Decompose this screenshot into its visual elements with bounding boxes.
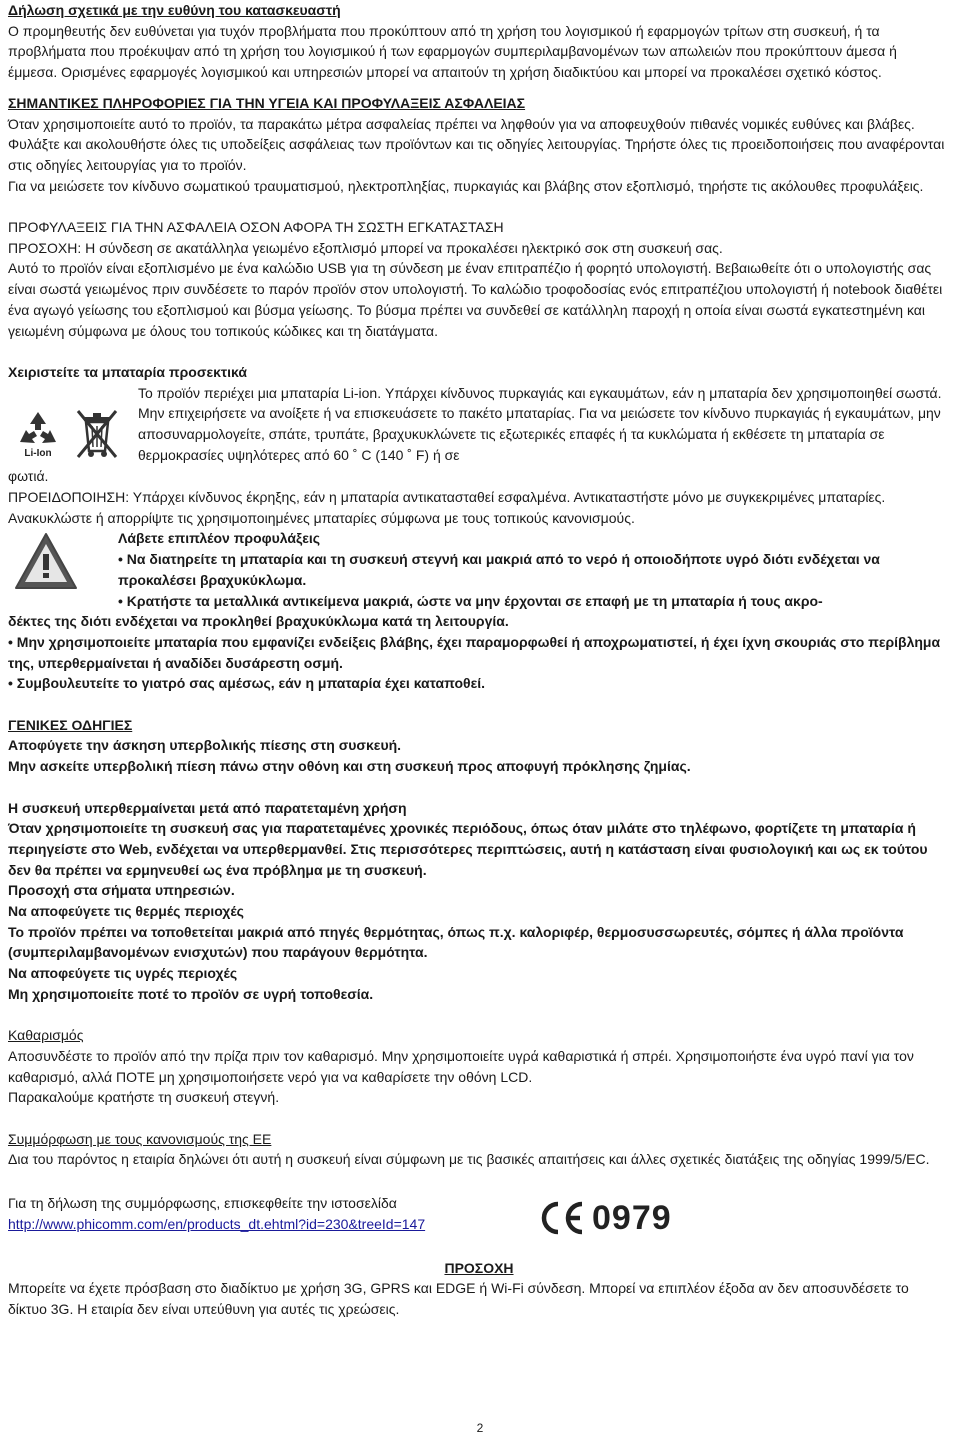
overheat-title: Η συσκευή υπερθερμαίνεται μετά από παρατεταμένη χρήση [8,799,407,816]
warning-triangle-icon [8,528,118,596]
precaution-item-4: • Συμβουλευτείτε το γιατρό σας αμέσως, εάν η μπαταρία έχει καταποθεί. [8,675,485,692]
compliance-paragraph: Δια του παρόντος η εταιρία δηλώνει ότι αυτή η συσκευή είναι σύμφωνη με τις βασικές απαιτήσεις και άλλες σχετικές διατάξεις της οδηγίας 1999/5/EC. [8,1151,930,1168]
battery-recycle-icon [12,408,64,464]
cleaning-title: Καθαρισμός [8,1027,84,1044]
overheat-section [8,798,950,1005]
general-title: ΓΕΝΙΚΕΣ ΟΔΗΓΙΕΣ [8,716,133,733]
crossed-bin-icon [70,405,124,467]
wet-areas-paragraph: Μη χρησιμοποιείτε ποτέ το προϊόν σε υγρή τοποθεσία. [8,985,374,1002]
install-paragraph-2: Αυτό το προϊόν είναι εξοπλισμένο με ένα καλώδιο USB για τη σύνδεση με έναν επιτραπέζιο ή φορητό υπολογιστή. Βεβαιωθείτε ότι ο υπολογιστής σας είναι σωστά γειωμένος πριν συνδέσετε το παρόν προϊόν στον υπολογιστή. Το καλώδιο τροφοδοσίας ενός επιτραπέζιου υπολογιστή ή notebook διαθέτει ένα αγωγό γείωσης του εξοπλισμού και βύσμα γείωσης. Το βύσμα πρέπει να συνδεθεί σε κατάλληλη παροχή η οποία είναι σωστά εγκατεστημένη και γειωμένη σύμφωνα με όλους του τοπικούς κώδικες και τη διατάγματα. [8,260,943,339]
compliance-title: Συμμόρφωση με τους κανονισμούς της ΕΕ [8,1130,272,1147]
compliance-link[interactable]: http://www.phicomm.com/en/products_dt.ehtml?id=230&treeId=147 [8,1215,426,1232]
battery-warning-paragraph: ΠΡΟΕΙΔΟΠΟΙΗΣΗ: Υπάρχει κίνδυνος έκρηξης, εάν η μπαταρία αντικατασταθεί εσφαλμένα. Αντικαταστήστε μόνο με συγκεκριμένες μπαταρίες. Ανακυκλώστε ή απορρίψτε τις χρησιμοποιημένες μπαταρίες σύμφωνα με τους τοπικούς κανονισμούς. [8,489,886,526]
battery-title: Χειριστείτε τα μπαταρία προσεκτικά [8,363,247,380]
ce-mark-icon [536,1199,672,1237]
liability-text: Ο προμηθευτής δεν ευθύνεται για τυχόν προβλήματα που προκύπτουν από τη χρήση του λογισμικού ή εφαρμογών τρίτων στη συσκευή, ή τα προβλήματα που προέκυψαν από τη χρήση του λογισμικού ή των εφαρμογών συμπεριλαμβανομένων των απωλειών που προκύπτουν άμεσα ή έμμεσα. Ορισμένες εφαρμογές λογισμικού και υπηρεσιών μπορεί να απαιτούν τη χρήση διαδικτύου και μπορεί να προκαλέσει σχετικό κόστος. [8,22,897,81]
hot-areas-title: Να αποφεύγετε τις θερμές περιοχές [8,903,244,920]
compliance-visit-text: Για τη δήλωση της συμμόρφωσης, επισκεφθείτε την ιστοσελίδα [8,1195,397,1212]
precaution-item-1: • Να διατηρείτε τη μπαταρία και τη συσκευή στεγνή και μακριά από το νερό ή οποιοδήποτε υγρό διότι ενδέχεται να προκαλέσει βραχυκύκλωμα. [118,551,880,588]
precaution-item-2a: • Κρατήστε τα μεταλλικά αντικείμενα μακριά, ώστε να μην έρχονται σε επαφή με τη μπαταρία ή τους ακρο- [118,592,823,609]
general-line-1: Αποφύγετε την άσκηση υπερβολικής πίεσης στη συσκευή. [8,737,402,754]
health-paragraph-3: Για να μειώσετε τον κίνδυνο σωματικού τραυματισμού, ηλεκτροπληξίας, πυρκαγιάς και βλάβης στον εξοπλισμό, τηρήστε τις ακόλουθες προφυλάξεις. [8,177,924,194]
ce-number: 0979 [592,1198,672,1237]
battery-paragraph-1: Το προϊόν περιέχει μια μπαταρία Li-ion. Υπάρχει κίνδυνος πυρκαγιάς και εγκαυμάτων, εάν η μπαταρία δεν χρησιμοποιηθεί σωστά. Μην επιχειρήσετε να ανοίξετε ή να επισκευάσετε το πακέτο μπαταρίας. Για να μειώσετε τον κίνδυνο πυρκαγιάς ή εγκαυμάτων, μην αποσυναρμολογείτε, σπάτε, τρυπάτε, βραχυκυκλώνετε τις εξωτερικές επαφές ή τα κυκλώματα ή εκθέσετε τη μπαταρία σε θερμοκρασίες υψηλότερες από 60 ˚ C (140 ˚ F) ή σε [138,384,942,463]
overheat-paragraph: Όταν χρησιμοποιείτε τη συσκευή σας για παρατεταμένες χρονικές περιόδους, όπως όταν μιλάτε στο τηλέφωνο, φορτίζετε τη μπαταρία ή περιηγείστε στο Web, ενδέχεται να υπερθερμανθεί. Στις περισσότερες περιπτώσεις, αυτή η κατάσταση είναι φυσιολογική και ως εκ τούτου δεν θα πρέπει να ερμηνευθεί ως ένα πρόβλημα με τη συσκευή. [8,820,928,878]
precaution-item-3: • Μην χρησιμοποιείτε μπαταρία που εμφανίζει ενδείξεις βλάβης, έχει παραμορφωθεί ή αποχρωματιστεί, ή έχει ίχνη σκουριάς στο περίβλημα της, υπερθερμαίνεται ή αναδίδει δυσάρεστη οσμή. [8,633,941,671]
page-number: 2 [476,1421,484,1435]
general-line-2: Μην ασκείτε υπερβολική πίεση πάνω στην οθόνη και στη συσκευή προς αποφυγή πρόκλησης ζημίας. [8,758,691,775]
health-section [8,93,950,197]
install-title: ΠΡΟΦΥΛΑΞΕΙΣ ΓΙΑ ΤΗΝ ΑΣΦΑΛΕΙΑ ΟΣΟΝ ΑΦΟΡΑ ΤΗ ΣΩΣΤΗ ΕΓΚΑΤΑΣΤΑΣΗ [8,219,504,236]
caution-title: ΠΡΟΣΟΧΗ [444,1259,514,1276]
health-paragraph-2: Φυλάξτε και ακολουθήστε όλες τις υποδείξεις ασφάλειας των προϊόντων και τις οδηγίες λειτουργίας. Τηρήστε όλες τις προειδοποιήσεις που αναφέρονται στις οδηγίες λειτουργίας για το προϊόν. [8,136,945,173]
battery-icons [8,383,138,467]
wet-areas-title: Να αποφεύγετε τις υγρές περιοχές [8,965,238,982]
liability-title: Δήλωση σχετικά με την ευθύνη του κατασκευαστή [8,2,341,18]
battery-paragraph-1-tail: φωτιά. [8,468,49,485]
precaution-item-2b: δέκτες της διότι ενδέχεται να προκληθεί βραχυκύκλωμα κατά τη λειτουργία. [8,613,509,630]
cleaning-paragraph-2: Παρακαλούμε κρατήστε τη συσκευή στεγνή. [8,1089,280,1106]
li-ion-label: Li-Ion [24,447,52,458]
battery-section [8,362,950,694]
battery-precautions-block [8,528,950,611]
battery-block [8,383,950,467]
hot-areas-paragraph: Το προϊόν πρέπει να τοποθετείται μακριά από πηγές θερμότητας, όπως π.χ. καλοριφέρ, θερμοσυσσωρευτές, σόμπες ή άλλα προϊόντα (συμπεριλαμβανομένων ενισχυτών) που παράγουν θερμότητα. [8,923,904,961]
liability-section [8,0,950,83]
caution-section [8,1258,950,1320]
caution-paragraph: Μπορείτε να έχετε πρόσβαση στο διαδίκτυο με χρήση 3G, GPRS και EDGE ή Wi-Fi σύνδεση. Μπορεί να επιπλέον έξοδα αν δεν αποσυνδέσετε το δίκτυο 3G. Η εταιρία δεν είναι υπεύθυνη για αυτές τις χρεώσεις. [8,1280,909,1317]
compliance-section [8,1129,950,1237]
service-signals-line: Προσοχή στα σήματα υπηρεσιών. [8,882,235,899]
precautions-title: Λάβετε επιπλέον προφυλάξεις [118,530,321,547]
cleaning-section [8,1025,950,1108]
health-title: ΣΗΜΑΝΤΙΚΕΣ ΠΛΗΡΟΦΟΡΙΕΣ ΓΙΑ ΤΗΝ ΥΓΕΙΑ ΚΑΙ ΠΡΟΦΥΛΑΞΕΙΣ ΑΣΦΑΛΕΙΑΣ [8,94,526,111]
health-paragraph-1: Όταν χρησιμοποιείτε αυτό το προϊόν, τα παρακάτω μέτρα ασφαλείας πρέπει να ληφθούν για να αποφευχθούν πιθανές νομικές ευθύνες και βλάβες. [8,115,915,132]
general-section [8,715,950,777]
install-paragraph-1: ΠΡΟΣΟΧΗ: Η σύνδεση σε ακατάλληλα γειωμένο εξοπλισμό μπορεί να προκαλέσει ηλεκτρικό σοκ στη συσκευή σας. [8,239,723,256]
install-section [8,217,950,341]
cleaning-paragraph-1: Αποσυνδέστε το προϊόν από την πρίζα πριν τον καθαρισμό. Μην χρησιμοποιείτε υγρά καθαριστικά ή σπρέι. Χρησιμοποιήστε ένα υγρό πανί για τον καθαρισμό, αλλά ΠΟΤΕ μη χρησιμοποιήσετε νερό για να καθαρίσετε την οθόνη LCD. [8,1047,914,1085]
